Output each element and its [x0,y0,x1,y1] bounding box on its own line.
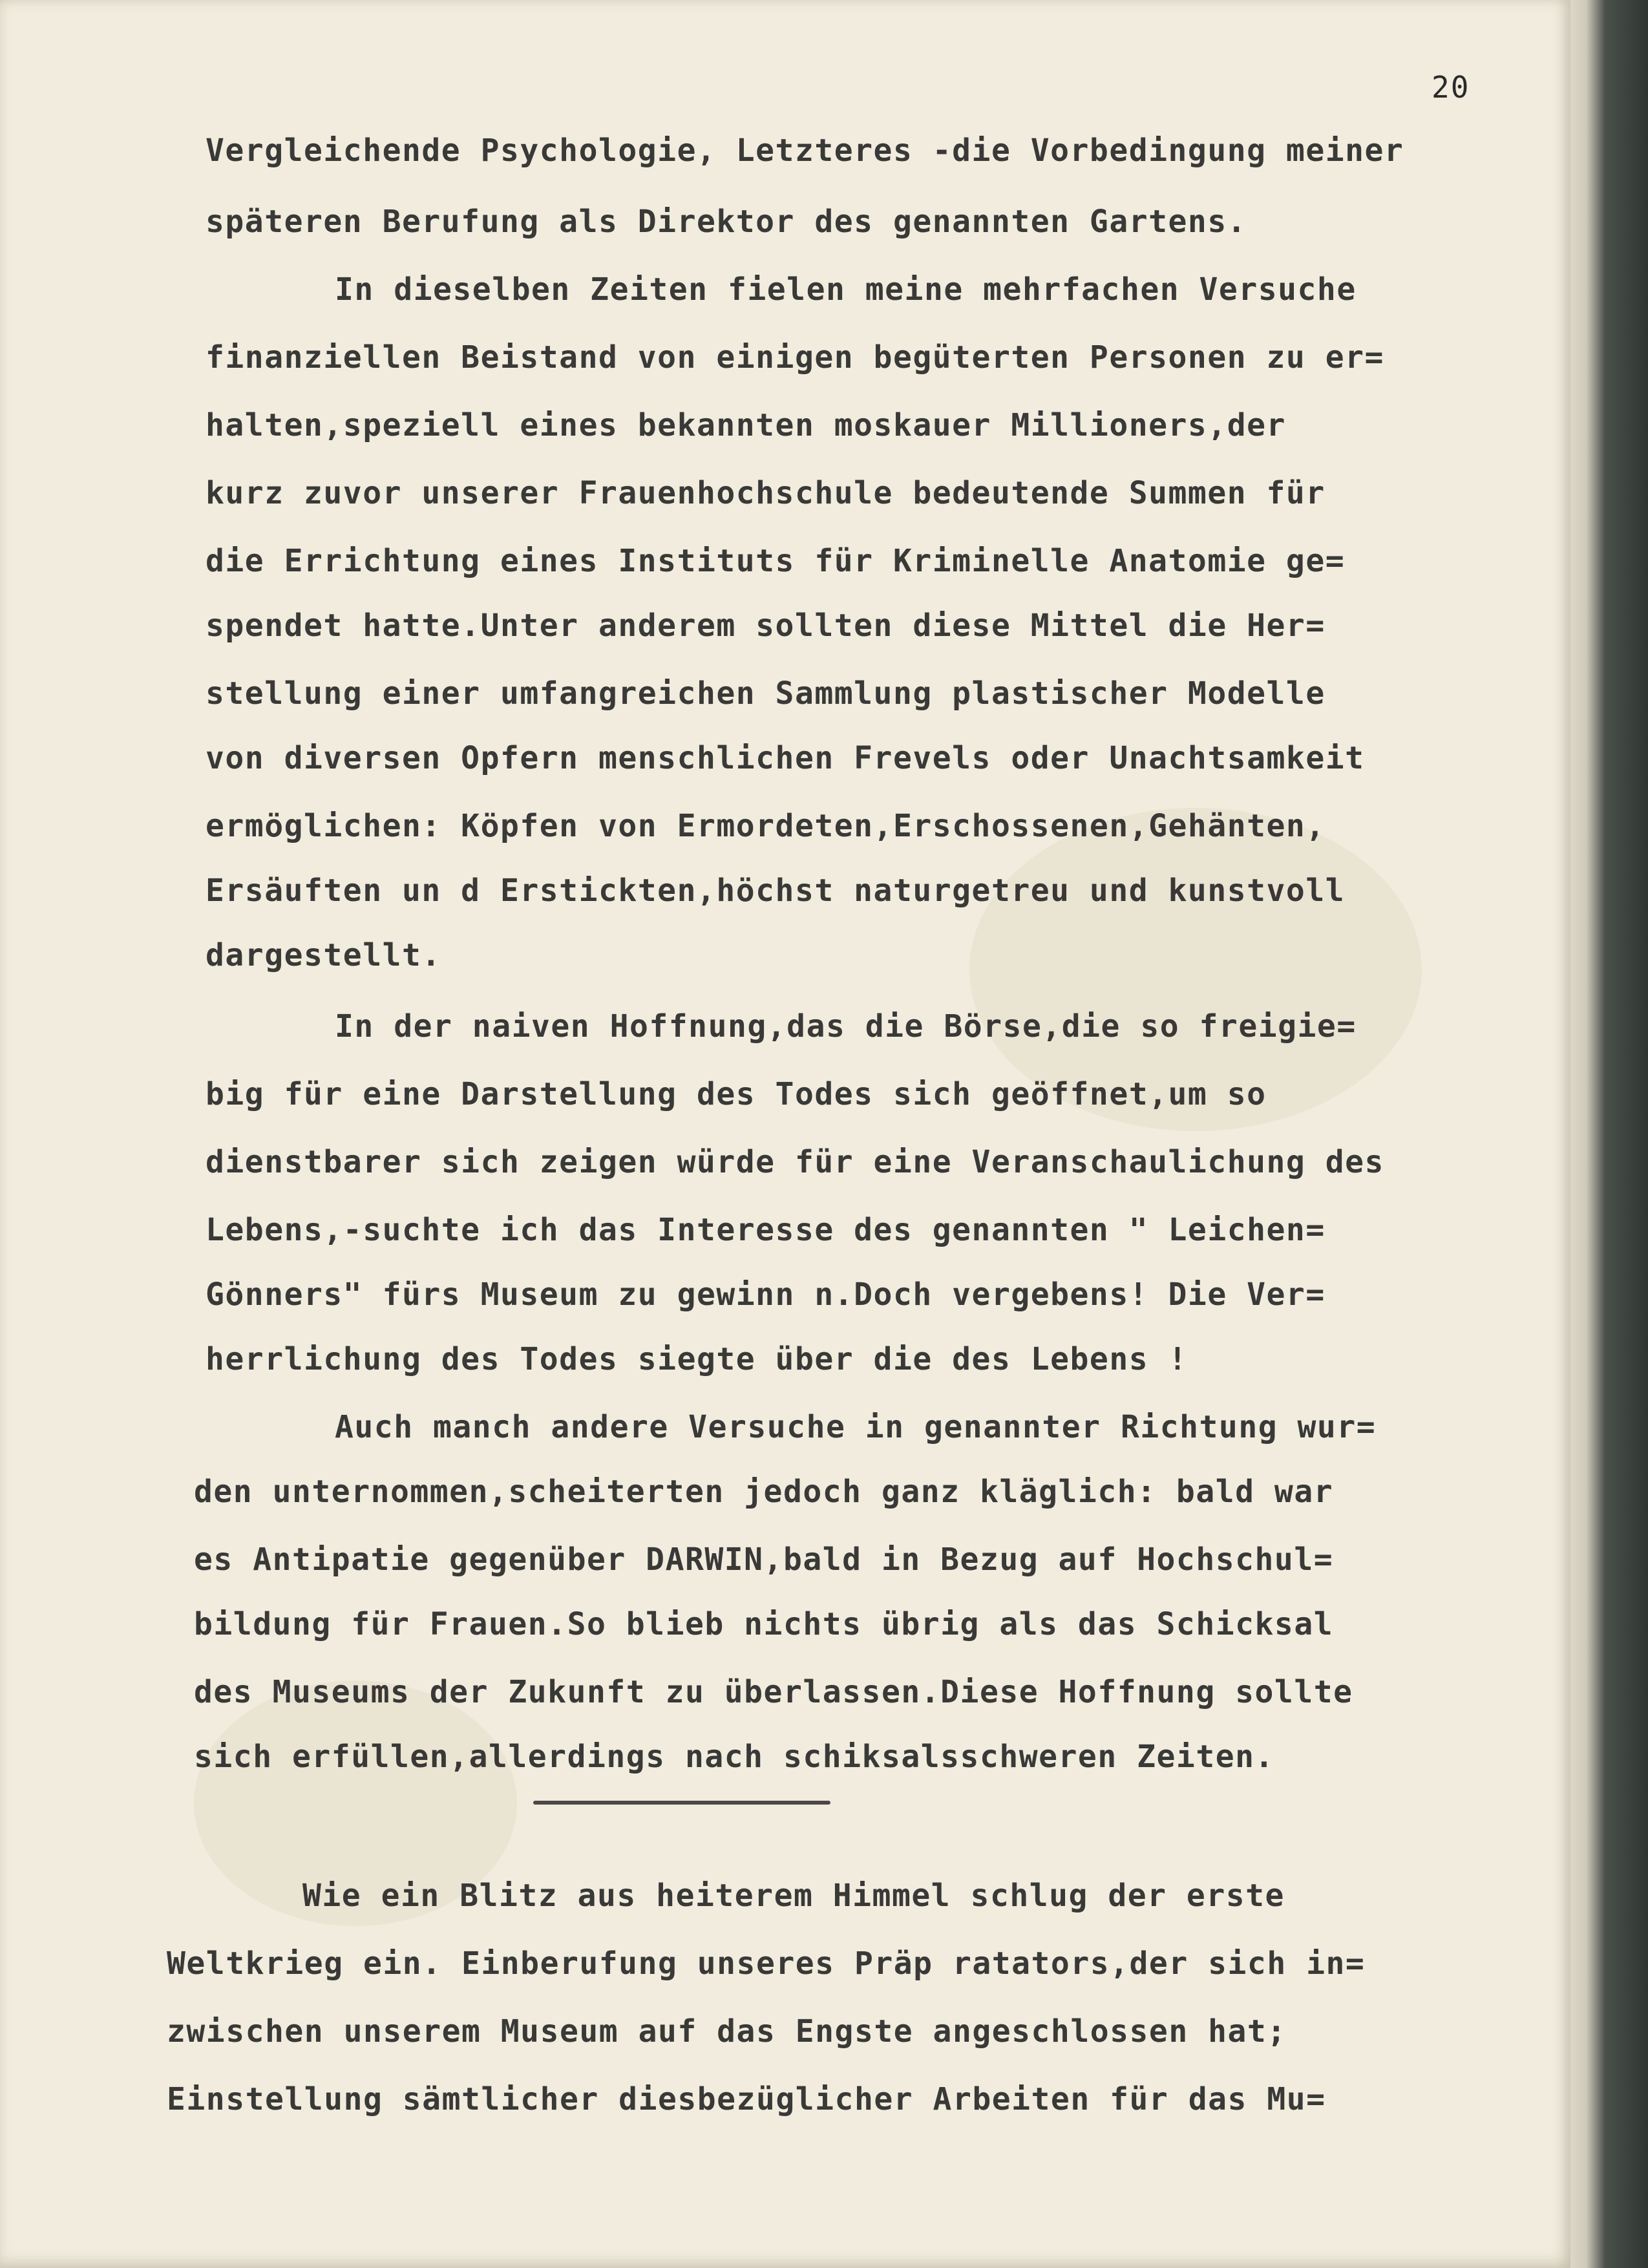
text-line: Einstellung sämtlicher diesbezüglicher Arbeiten für das Mu= [167,2081,1326,2117]
text-line: herrlichung des Todes siegte über die des Lebens ! [206,1341,1188,1377]
text-line: Gönners" fürs Museum zu gewinn n.Doch vergebens! Die Ver= [206,1277,1326,1313]
page-number: 20 [1431,70,1470,105]
text-line: Lebens,-suchte ich das Interesse des genannten " Leichen= [206,1212,1326,1248]
text-line: Ersäuften un d Erstickten,höchst naturgetreu und kunstvoll [206,873,1346,909]
text-line: finanziellen Beistand von einigen begüterten Personen zu er= [206,339,1384,376]
text-line: zwischen unserem Museum auf das Engste angeschlossen hat; [167,2013,1287,2050]
text-line: die Errichtung eines Instituts für Kriminelle Anatomie ge= [206,543,1346,579]
text-line: stellung einer umfangreichen Sammlung plastischer Modelle [206,675,1326,712]
background-edge [1570,0,1648,2268]
text-line: ermöglichen: Köpfen von Ermordeten,Erschossenen,Gehänten, [206,808,1326,844]
text-line: kurz zuvor unserer Frauenhochschule bedeutende Summen für [206,475,1326,511]
text-line: big für eine Darstellung des Todes sich geöffnet,um so [206,1076,1267,1112]
text-line: dienstbarer sich zeigen würde für eine Veranschaulichung des [206,1144,1384,1180]
text-line: es Antipatie gegenüber DARWIN,bald in Bezug auf Hochschul= [194,1542,1334,1578]
text-line: Auch manch andere Versuche in genannter Richtung wur= [335,1409,1377,1445]
text-line: bildung für Frauen.So blieb nichts übrig als das Schicksal [194,1606,1334,1642]
text-line: sich erfüllen,allerdings nach schiksalsschweren Zeiten. [194,1739,1274,1775]
text-line: den unternommen,scheiterten jedoch ganz kläglich: bald war [194,1474,1334,1510]
text-line: spendet hatte.Unter anderem sollten diese Mittel die Her= [206,608,1326,644]
text-line: halten,speziell eines bekannten moskauer Millioners,der [206,407,1286,443]
text-line: dargestellt. [206,937,441,973]
text-line: In der naiven Hoffnung,das die Börse,die so freigie= [335,1008,1357,1044]
text-line: des Museums der Zukunft zu überlassen.Diese Hoffnung sollte [194,1674,1353,1710]
text-line: Vergleichende Psychologie, Letzteres -die Vorbedingung meiner [206,132,1404,169]
section-divider [533,1801,830,1805]
text-line: von diversen Opfern menschlichen Frevels oder Unachtsamkeit [206,740,1365,776]
text-line: Wie ein Blitz aus heiterem Himmel schlug der erste [302,1878,1285,1914]
text-line: Weltkrieg ein. Einberufung unseres Präp ratators,der sich in= [167,1945,1366,1982]
text-line: In dieselben Zeiten fielen meine mehrfachen Versuche [335,271,1357,308]
text-line: späteren Berufung als Direktor des genannten Gartens. [206,204,1247,240]
